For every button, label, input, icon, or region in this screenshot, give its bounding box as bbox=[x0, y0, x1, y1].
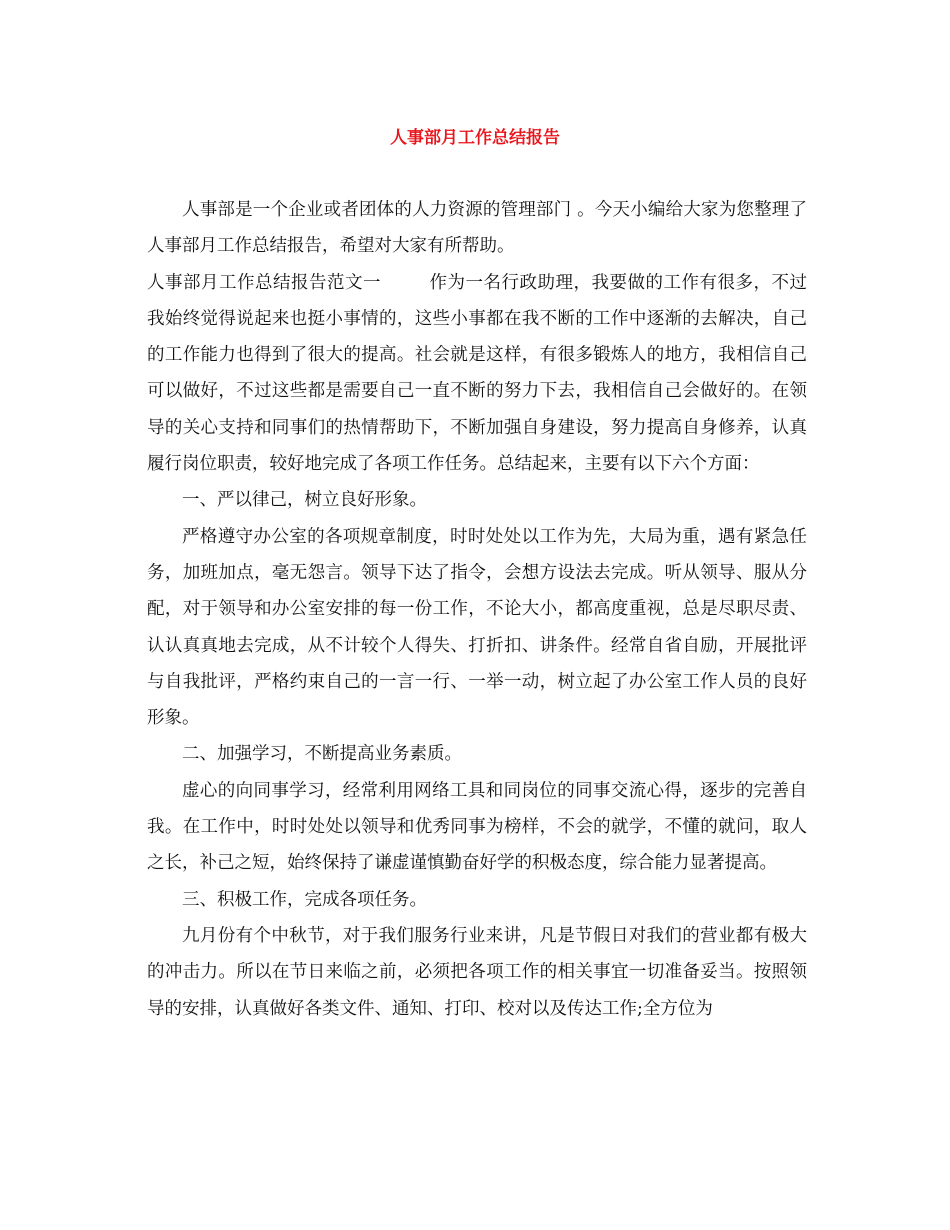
section-paragraph-3: 九月份有个中秋节，对于我们服务行业来讲，凡是节假日对我们的营业都有极大的冲击力。所以在节日来临之前，必须把各项工作的相关事宜一切准备妥当。按照领导的安排，认真做好各类文件、通知、打印、校对以及传达工作;全方位为 bbox=[147, 925, 807, 1019]
section-paragraph-2: 虚心的向同事学习，经常利用网络工具和同岗位的同事交流心得，逐步的完善自我。在工作中，时时处处以领导和优秀同事为榜样，不会的就学，不懂的就问，取人之长，补己之短，始终保持了谦虚谨慎勤奋好学的积极态度，综合能力显著提高。 bbox=[147, 780, 807, 874]
sample-paragraph-one bbox=[147, 265, 807, 483]
sample-body: 作为一名行政助理，我要做的工作有很多，不过我始终觉得说起来也挺小事情的，这些小事都在我不断的工作中逐渐的去解决，自己的工作能力也得到了很大的提高。社会就是这样，有很多锻炼人的地方，我相信自己可以做好，不过这些都是需要自己一直不断的努力下去，我相信自己会做好的。在领导的关心支持和同事们的热情帮助下，不断加强自身建设，努力提高自身修养，认真履行岗位职责，较好地完成了各项工作任务。总结起来，主要有以下六个方面： bbox=[147, 272, 807, 475]
section-heading-3: 三、积极工作，完成各项任务。 bbox=[182, 889, 427, 910]
sample-heading: 人事部月工作总结报告范文一 bbox=[147, 272, 381, 293]
document-body bbox=[147, 192, 807, 1027]
document-title: 人事部月工作总结报告 bbox=[390, 128, 560, 148]
section-heading-2: 二、加强学习，不断提高业务素质。 bbox=[182, 744, 462, 765]
section-heading-1: 一、严以律己，树立良好形象。 bbox=[182, 490, 427, 511]
section-paragraph-1: 严格遵守办公室的各项规章制度，时时处处以工作为先，大局为重，遇有紧急任务，加班加点，毫无怨言。领导下达了指令，会想方设法去完成。听从领导、服从分配，对于领导和办公室安排的每一份工作，不论大小，都高度重视，总是尽职尽责、认认真真地去完成，从不计较个人得失、打折扣、讲条件。经常自省自励，开展批评与自我批评，严格约束自己的一言一行、一举一动，树立起了办公室工作人员的良好形象。 bbox=[147, 526, 807, 729]
intro-paragraph: 人事部是一个企业或者团体的人力资源的管理部门 。今天小编给大家为您整理了人事部月工作总结报告，希望对大家有所帮助。 bbox=[147, 200, 807, 257]
